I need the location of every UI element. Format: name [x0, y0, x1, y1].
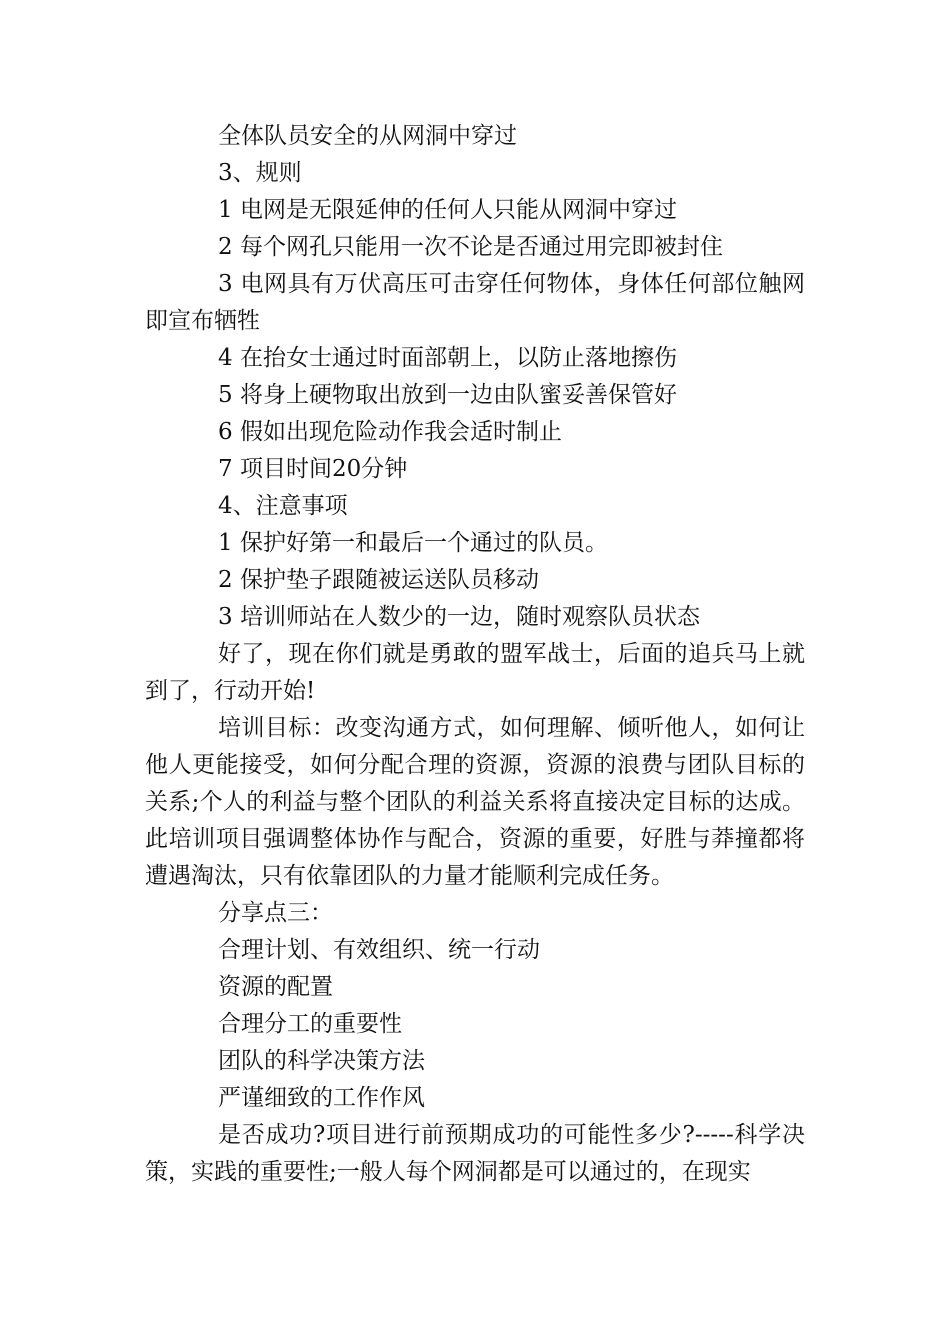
paragraph: 1 电网是无限延伸的任何人只能从网洞中穿过 — [218, 197, 677, 223]
paragraph: 团队的科学决策方法 — [218, 1048, 425, 1074]
paragraph: 资源的配置 — [218, 974, 333, 1000]
paragraph: 5 将身上硬物取出放到一边由队蜜妥善保管好 — [218, 382, 677, 408]
paragraph: 好了，现在你们就是勇敢的盟军战士，后面的追兵马上就到了，行动开始! — [145, 641, 805, 704]
section-heading-notes: 4、注意事项 — [218, 493, 348, 519]
paragraph: 3 电网具有万伏高压可击穿任何物体，身体任何部位触网即宣布牺牲 — [145, 271, 805, 334]
document-body — [145, 118, 805, 1191]
paragraph: 是否成功?项目进行前预期成功的可能性多少?-----科学决策，实践的重要性;一般人每个网洞都是可以通过的，在现实 — [145, 1122, 805, 1185]
paragraph: 7 项目时间20分钟 — [218, 456, 408, 482]
paragraph: 培训目标：改变沟通方式，如何理解、倾听他人，如何让他人更能接受，如何分配合理的资源，资源的浪费与团队目标的关系;个人的利益与整个团队的利益关系将直接决定目标的达成。此培训项目强调整体协作与配合，资源的重要，好胜与莽撞都将遭遇淘汰，只有依靠团队的力量才能顺利完成任务。 — [145, 715, 805, 889]
paragraph: 6 假如出现危险动作我会适时制止 — [218, 419, 562, 445]
paragraph: 严谨细致的工作作风 — [218, 1085, 425, 1111]
paragraph: 合理计划、有效组织、统一行动 — [218, 937, 540, 963]
paragraph: 1 保护好第一和最后一个通过的队员。 — [218, 530, 608, 556]
paragraph: 2 保护垫子跟随被运送队员移动 — [218, 567, 539, 593]
paragraph: 全体队员安全的从网洞中穿过 — [218, 123, 517, 149]
section-heading-share: 分享点三： — [218, 900, 333, 926]
paragraph: 3 培训师站在人数少的一边，随时观察队员状态 — [218, 604, 700, 630]
paragraph: 合理分工的重要性 — [218, 1011, 402, 1037]
section-heading-rules: 3、规则 — [218, 160, 302, 186]
paragraph: 4 在抬女士通过时面部朝上，以防止落地擦伤 — [218, 345, 677, 371]
paragraph: 2 每个网孔只能用一次不论是否通过用完即被封住 — [218, 234, 723, 260]
